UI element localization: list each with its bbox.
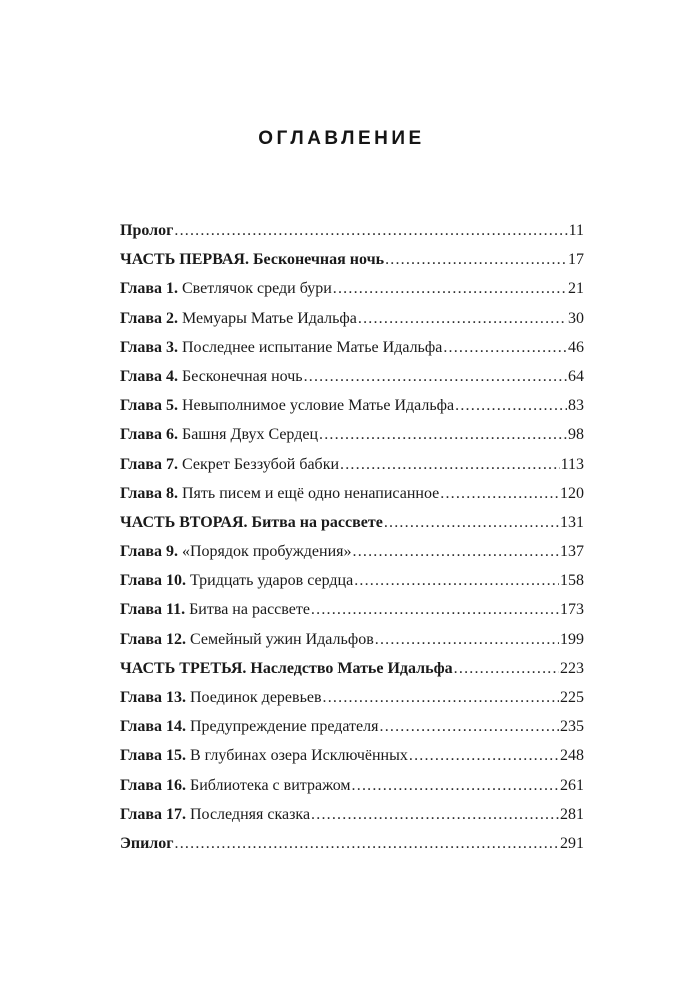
toc-entry	[120, 741, 584, 770]
entry-title: Предупреждение предателя	[190, 718, 379, 736]
toc-entry	[120, 274, 584, 303]
toc-entry	[120, 625, 584, 654]
page-title: ОГЛАВЛЕНИЕ	[258, 128, 425, 149]
page-number: 199	[560, 630, 584, 648]
dot-leader	[354, 566, 559, 595]
entry-title: Последняя сказка	[190, 805, 311, 823]
toc-entry-label	[120, 537, 352, 566]
toc-entry	[120, 508, 584, 537]
toc-entry	[120, 566, 584, 595]
entry-title: Мемуары Матье Идальфа	[182, 309, 357, 327]
toc-entry-label	[120, 274, 332, 303]
toc-entry	[120, 304, 584, 333]
chapter-number: Глава 4.	[120, 367, 178, 385]
entry-title: Пять писем и ещё одно ненаписанное	[182, 484, 440, 502]
entry-title: Семейный ужин Идальфов	[190, 630, 374, 648]
dot-leader	[319, 420, 567, 449]
page-number: 98	[568, 426, 584, 444]
chapter-number: Глава 3.	[120, 338, 178, 356]
toc-entry	[120, 245, 584, 274]
entry-title: Башня Двух Сердец	[182, 426, 319, 444]
chapter-number: Глава 5.	[120, 397, 178, 415]
page-number: 225	[560, 689, 584, 706]
entry-title: Битва на рассвете	[189, 601, 310, 619]
page-number: 11	[568, 222, 584, 239]
entry-title: «Порядок пробуждения»	[182, 543, 352, 561]
dot-leader	[175, 829, 559, 858]
toc-entry	[120, 479, 584, 508]
toc-entry-label	[120, 479, 439, 508]
toc-entry-label	[120, 508, 383, 537]
toc-entry	[120, 683, 584, 712]
page-number: 248	[560, 747, 584, 765]
dot-leader	[340, 450, 560, 479]
toc-entry	[120, 420, 584, 449]
toc-entry-label	[120, 333, 442, 362]
toc-entry-label	[120, 800, 310, 829]
dot-leader	[380, 712, 560, 741]
dot-leader	[454, 654, 559, 683]
page-number: 223	[560, 659, 584, 677]
entry-title: В глубинах озера Исключённых	[190, 747, 408, 765]
toc-entry-label	[120, 712, 379, 741]
entry-title: Бесконечная ночь	[182, 367, 303, 385]
toc-entry-label	[120, 741, 408, 770]
dot-leader	[323, 683, 559, 712]
page-number: 17	[568, 251, 584, 269]
dot-leader	[375, 625, 559, 654]
chapter-number: Глава 1.	[120, 280, 178, 298]
toc-entry-label	[120, 245, 384, 274]
toc-entry	[120, 333, 584, 362]
toc-entry-label	[120, 450, 339, 479]
toc-entry-label	[120, 304, 357, 333]
entry-title: Невыполнимое условие Матье Идальфа	[182, 397, 455, 415]
chapter-number: Глава 8.	[120, 484, 178, 502]
toc-entry-label	[120, 595, 310, 624]
page-number: 291	[560, 834, 584, 852]
chapter-number: Глава 6.	[120, 426, 178, 444]
toc-entry-label	[120, 391, 454, 420]
toc-entry-label	[120, 771, 351, 800]
entry-title: Пролог	[120, 222, 174, 239]
toc-entry-label	[120, 216, 173, 245]
page-number: 281	[560, 805, 584, 823]
chapter-number: Глава 15.	[120, 747, 186, 765]
toc-entry-label	[120, 420, 318, 449]
chapter-number: Глава 14.	[120, 718, 186, 736]
entry-title: Эпилог	[120, 834, 174, 852]
page-number: 137	[560, 543, 584, 561]
entry-title: Светлячок среди бури	[182, 280, 332, 298]
page-number: 83	[568, 397, 584, 415]
dot-leader	[384, 508, 559, 537]
dot-leader	[358, 304, 567, 333]
toc-entry-label	[120, 362, 303, 391]
dot-leader	[174, 216, 567, 245]
dot-leader	[311, 800, 559, 829]
toc-entry	[120, 771, 584, 800]
entry-title: Поединок деревьев	[190, 689, 322, 706]
toc-entry	[120, 391, 584, 420]
page-number: 113	[560, 455, 584, 473]
chapter-number: Глава 9.	[120, 543, 178, 561]
chapter-number: Глава 16.	[120, 776, 186, 794]
page-number: 173	[560, 601, 584, 619]
toc-entry-label	[120, 683, 322, 712]
dot-leader	[333, 274, 567, 303]
dot-leader	[409, 741, 559, 770]
entry-title: Последнее испытание Матье Идальфа	[182, 338, 443, 356]
entry-title: Секрет Беззубой бабки	[182, 455, 340, 473]
dot-leader	[353, 537, 560, 566]
page-number: 261	[560, 776, 584, 794]
chapter-number: Глава 12.	[120, 630, 186, 648]
entry-title: Библиотека с витражом	[190, 776, 351, 794]
toc-entry	[120, 800, 584, 829]
dot-leader	[352, 771, 559, 800]
entry-title: ЧАСТЬ ВТОРАЯ. Битва на рассвете	[120, 513, 383, 531]
page-number: 235	[560, 718, 584, 736]
page-number: 120	[560, 484, 584, 502]
entry-title: ЧАСТЬ ПЕРВАЯ. Бесконечная ночь	[120, 251, 385, 269]
chapter-number: Глава 10.	[120, 572, 186, 590]
toc-entry	[120, 216, 584, 245]
toc-entry	[120, 829, 584, 858]
page-number: 30	[568, 309, 584, 327]
toc-entry-label	[120, 625, 374, 654]
chapter-number: Глава 11.	[120, 601, 186, 619]
chapter-number: Глава 13.	[120, 689, 186, 706]
toc-entry-label	[120, 654, 453, 683]
toc-entry	[120, 537, 584, 566]
page-number: 46	[568, 338, 584, 356]
chapter-number: Глава 2.	[120, 309, 178, 327]
page-number: 131	[560, 513, 584, 531]
page-number: 64	[568, 367, 584, 385]
toc-entry	[120, 654, 584, 683]
toc-entry-label	[120, 829, 174, 858]
dot-leader	[304, 362, 567, 391]
chapter-number: Глава 17.	[120, 805, 186, 823]
toc-entry	[120, 450, 584, 479]
toc-entry-label	[120, 566, 353, 595]
table-of-contents	[120, 216, 584, 858]
page-number: 21	[568, 280, 584, 298]
dot-leader	[455, 391, 567, 420]
toc-entry	[120, 362, 584, 391]
entry-title: Тридцать ударов сердца	[190, 572, 354, 590]
dot-leader	[443, 333, 567, 362]
dot-leader	[385, 245, 567, 274]
chapter-number: Глава 7.	[120, 455, 178, 473]
dot-leader	[311, 595, 559, 624]
entry-title: ЧАСТЬ ТРЕТЬЯ. Наследство Матье Идальфа	[120, 659, 453, 677]
toc-entry	[120, 595, 584, 624]
dot-leader	[440, 479, 559, 508]
toc-entry	[120, 712, 584, 741]
page-number: 158	[560, 572, 584, 590]
